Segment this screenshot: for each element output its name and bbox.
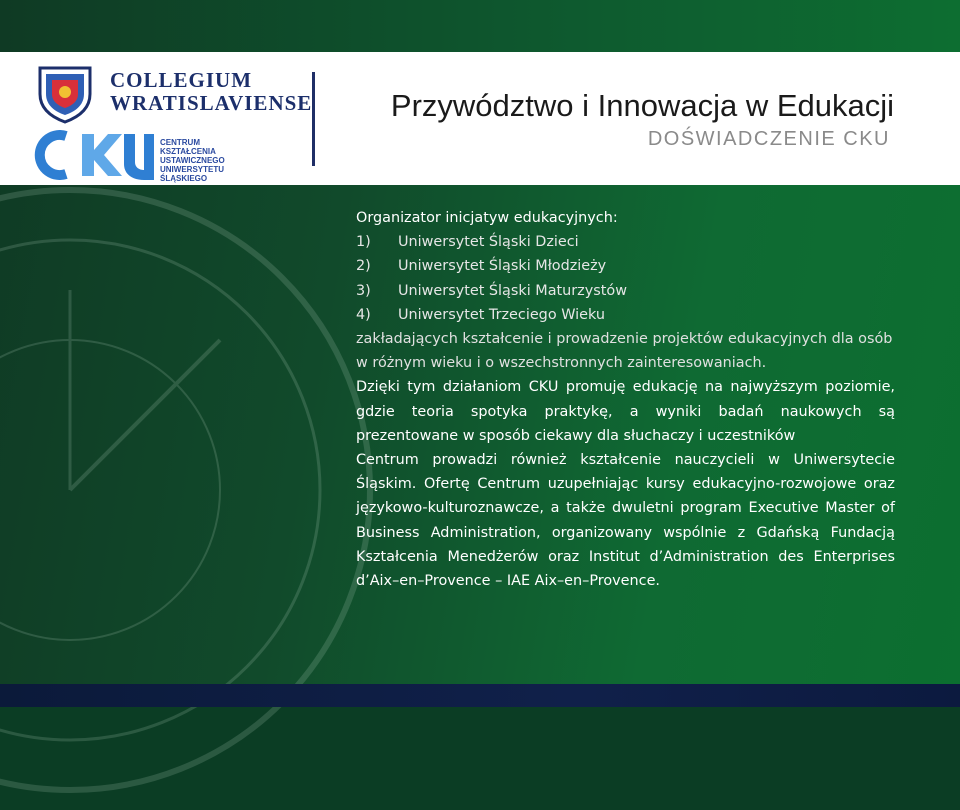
list-item <box>356 279 895 303</box>
list-item-name: Uniwersytet Trzeciego Wieku <box>398 306 605 323</box>
cku-caption-line: CENTRUM <box>160 138 200 147</box>
cku-caption <box>160 138 240 183</box>
logo-area <box>30 60 320 183</box>
collegium-wratislaviense-wordmark <box>110 70 320 114</box>
slide-subtitle: DOŚWIADCZENIE CKU <box>647 128 890 150</box>
list-item-number: 2) <box>356 258 371 275</box>
paragraph-promotion: Dzięki tym działaniom CKU promuję edukację na najwyższym poziomie, gdzie teoria spotyka praktykę, a wyniki badań naukowych są prezentowane w sposób ciekawy dla słuchaczy i uczestników <box>356 379 895 444</box>
list-item-number: 4) <box>356 306 371 323</box>
cku-caption-line: KSZTAŁCENIA <box>160 147 216 156</box>
slide-header <box>0 52 960 185</box>
list-item-name: Uniwersytet Śląski Młodzieży <box>398 258 607 275</box>
list-item-name: Uniwersytet Śląski Maturzystów <box>398 282 627 299</box>
description-text: zakładających kształcenie i prowadzenie projektów edukacyjnych dla osób w różnym wieku i o wszechstronnych zainteresowaniach. <box>356 331 893 372</box>
top-band <box>0 0 960 52</box>
slide-title: Przywództwo i Innowacja w Edukacji <box>390 88 894 123</box>
organizer-heading: Organizator inicjatyw edukacyjnych: <box>356 210 618 226</box>
list-item <box>356 230 895 254</box>
list-item <box>356 303 895 327</box>
header-divider <box>312 72 315 166</box>
cku-caption-line: USTAWICZNEGO <box>160 156 225 165</box>
slide-content <box>356 206 895 593</box>
list-item-number: 3) <box>356 282 371 299</box>
logo-name-line2: WRATISLAVIENSE <box>110 91 313 115</box>
list-item-name: Uniwersytet Śląski Dzieci <box>398 234 579 251</box>
paragraph-teacher-education: Centrum prowadzi również kształcenie nauczycieli w Uniwersytecie Śląskim. Ofertę Centrum uzupełniając kursy edukacyjno-rozwojowe oraz językowo-kulturoznawcze, a także dwuletni program Executive Master of Business Administration, organizowany wspólnie z Gdańską Fundacją Kształcenia Menedżerów oraz Institut d’Administration des Enterprises d’Aix–en–Provence – IAE Aix–en–Provence. <box>356 452 895 590</box>
cku-caption-line: ŚLĄSKIEGO <box>160 174 208 183</box>
cku-logo-icon <box>34 130 154 180</box>
list-item-number: 1) <box>356 234 371 251</box>
bottom-bar <box>0 684 960 707</box>
list-item <box>356 254 895 278</box>
university-crest-icon <box>36 64 94 124</box>
clock-watermark-icon <box>0 170 390 810</box>
logo-name-line1: COLLEGIUM <box>110 68 253 92</box>
cku-caption-line: UNIWERSYTETU <box>160 165 224 174</box>
